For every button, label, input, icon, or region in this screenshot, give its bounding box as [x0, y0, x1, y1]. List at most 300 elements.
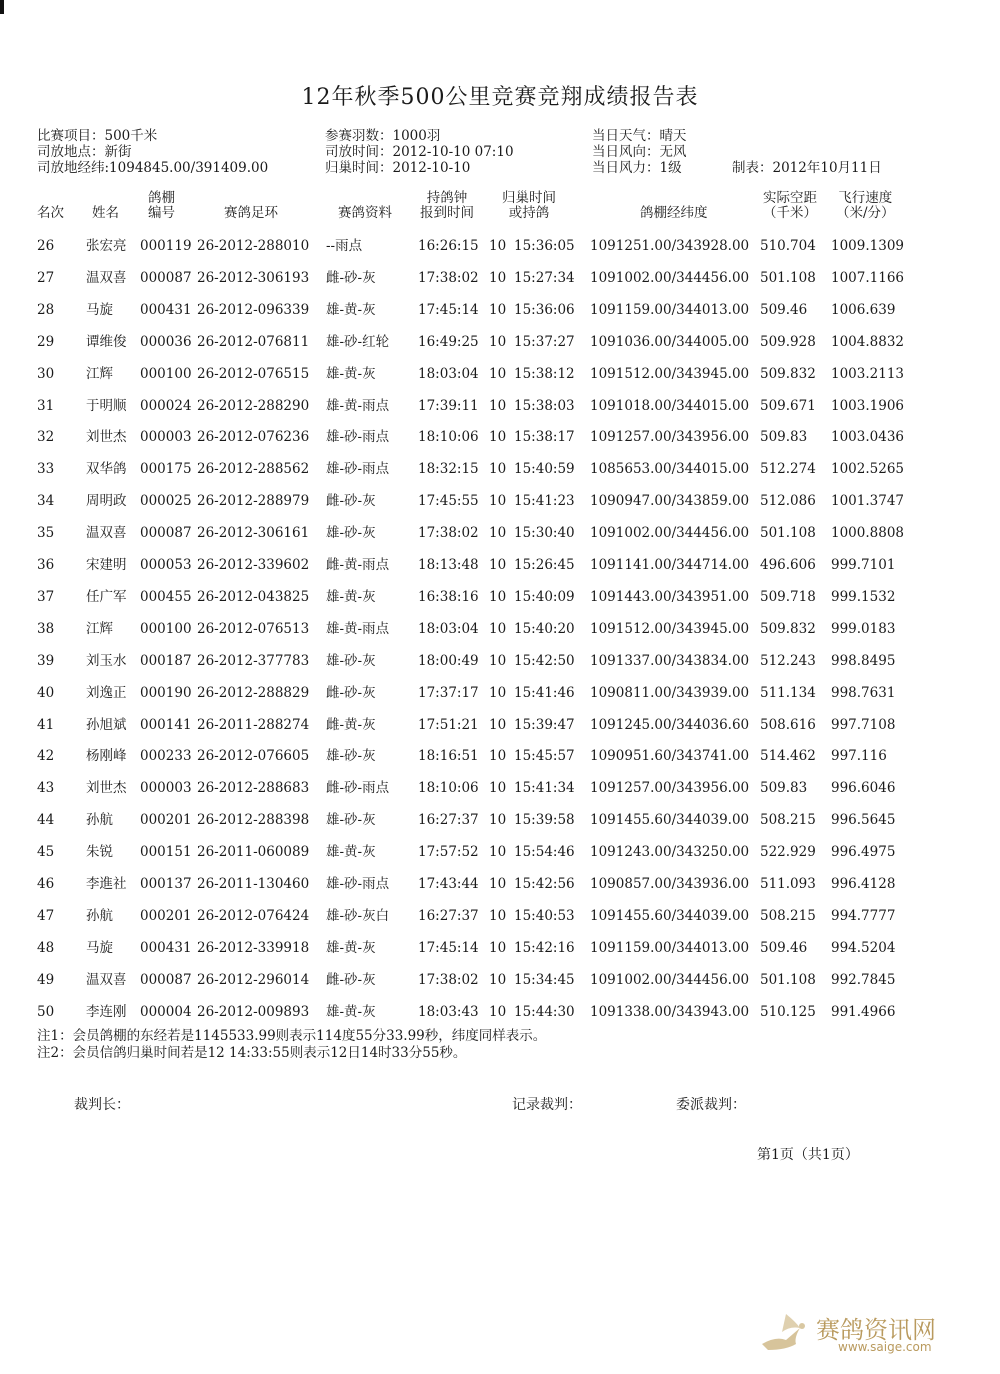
cell-dist: 509.928: [760, 333, 816, 350]
cell-coord: 1091002.00/344456.00: [590, 971, 750, 988]
cell-time: 15:41:46: [514, 684, 575, 701]
cell-dist: 509.832: [760, 365, 816, 382]
cell-ring: 26-2012-339602: [197, 557, 310, 573]
cell-day: 10: [489, 269, 507, 286]
cell-ring: 26-2012-288683: [197, 780, 310, 797]
cell-dist: 522.929: [760, 844, 816, 861]
table-row: [0, 836, 1000, 868]
cell-name: 谭维俊: [86, 333, 127, 350]
cell-info: 雌-砂-灰: [326, 684, 376, 701]
cell-dist: 512.274: [760, 461, 816, 478]
header-loft-line1: 鸽棚: [148, 190, 175, 206]
cell-time: 15:40:09: [514, 588, 575, 605]
cell-clock: 18:10:06: [418, 780, 479, 797]
cell-loft: 000431: [140, 301, 192, 318]
cell-loft: 000141: [140, 716, 192, 733]
cell-dist: 501.108: [760, 269, 816, 286]
cell-name: 温双喜: [86, 525, 127, 542]
cell-coord: 1091159.00/344013.00: [590, 301, 750, 318]
header-ring: 赛鸽足环: [224, 205, 278, 221]
cell-clock: 17:38:02: [418, 525, 479, 542]
cell-info: 雄-砂-雨点: [326, 461, 390, 478]
cell-info: 雄-砂-雨点: [326, 876, 390, 892]
cell-ring: 26-2012-009893: [197, 1003, 310, 1020]
cell-info: 雄-黄-灰: [326, 301, 376, 318]
cell-ring: 26-2012-306161: [197, 525, 310, 542]
cell-clock: 17:51:21: [418, 716, 479, 733]
cell-ring: 26-2012-076515: [197, 365, 310, 382]
cell-ring: 26-2012-076605: [197, 748, 310, 765]
cell-info: 雄-黄-灰: [326, 588, 376, 605]
cell-day: 10: [489, 652, 507, 669]
cell-ring: 26-2012-076236: [197, 429, 310, 446]
cell-rank: 30: [37, 365, 55, 382]
header-return-line2: 或持鸽: [508, 205, 550, 221]
cell-speed: 992.7845: [831, 971, 896, 988]
cell-time: 15:37:27: [514, 333, 575, 350]
cell-time: 15:41:34: [514, 780, 575, 797]
cell-speed: 1007.1166: [831, 269, 905, 286]
cell-name: 朱锐: [86, 844, 113, 861]
cell-rank: 27: [37, 269, 55, 286]
cell-loft: 000024: [140, 397, 192, 414]
cell-speed: 997.116: [831, 748, 887, 765]
cell-day: 10: [489, 397, 507, 414]
cell-time: 15:26:45: [514, 557, 575, 573]
cell-dist: 509.718: [760, 588, 816, 605]
cell-day: 10: [489, 1003, 507, 1020]
cell-coord: 1091443.00/343951.00: [590, 588, 750, 605]
cell-name: 张宏亮: [86, 238, 127, 254]
table-row: [0, 740, 1000, 772]
cell-loft: 000119: [140, 238, 192, 254]
meta-column-1: [37, 128, 268, 176]
cell-dist: 501.108: [760, 525, 816, 542]
cell-rank: 46: [37, 876, 55, 892]
table-row: [0, 421, 1000, 453]
cell-rank: 35: [37, 525, 55, 542]
cell-time: 15:42:50: [514, 652, 575, 669]
cell-coord: 1090951.60/343741.00: [590, 748, 750, 765]
cell-dist: 509.671: [760, 397, 816, 414]
cell-clock: 18:16:51: [418, 748, 479, 765]
cell-clock: 18:03:43: [418, 1003, 479, 1020]
cell-rank: 41: [37, 716, 55, 733]
meta-wind-direction: 当日风向：无风: [592, 144, 687, 160]
cell-time: 15:39:58: [514, 812, 575, 829]
cell-loft: 000036: [140, 333, 192, 350]
cell-day: 10: [489, 557, 507, 573]
cell-info: --雨点: [326, 238, 363, 254]
cell-dist: 514.462: [760, 748, 816, 765]
cell-clock: 17:45:55: [418, 493, 479, 510]
cell-speed: 1004.8832: [831, 333, 905, 350]
cell-ring: 26-2012-096339: [197, 301, 310, 318]
cell-speed: 1006.639: [831, 301, 896, 318]
cell-loft: 000151: [140, 844, 192, 861]
cell-clock: 17:43:44: [418, 876, 479, 892]
table-row: [0, 358, 1000, 390]
meta-made-date: 制表：2012年10月11日: [732, 160, 882, 176]
cell-speed: 996.6046: [831, 780, 896, 797]
cell-info: 雄-黄-灰: [326, 844, 376, 861]
table-row: [0, 549, 1000, 581]
cell-day: 10: [489, 812, 507, 829]
cell-name: 刘世杰: [86, 429, 127, 446]
cell-coord: 1091455.60/344039.00: [590, 812, 750, 829]
cell-rank: 49: [37, 971, 55, 988]
header-speed-line1: 飞行速度: [838, 190, 893, 206]
cell-name: 孙旭斌: [86, 716, 127, 733]
cell-clock: 17:38:02: [418, 269, 479, 286]
cell-loft: 000190: [140, 684, 192, 701]
cell-name: 于明顺: [86, 397, 127, 414]
cell-name: 李進社: [86, 876, 127, 892]
cell-day: 10: [489, 971, 507, 988]
cell-info: 雄-砂-灰: [326, 748, 376, 765]
cell-dist: 508.616: [760, 716, 816, 733]
table-row: [0, 485, 1000, 517]
cell-clock: 16:38:16: [418, 588, 479, 605]
cell-info: 雌-砂-灰: [326, 269, 376, 286]
cell-time: 15:34:45: [514, 971, 575, 988]
cell-ring: 26-2012-288398: [197, 812, 310, 829]
cell-ring: 26-2012-288829: [197, 684, 310, 701]
cell-info: 雄-砂-灰: [326, 525, 376, 542]
cell-coord: 1091002.00/344456.00: [590, 269, 750, 286]
cell-ring: 26-2011-060089: [197, 844, 310, 861]
cell-coord: 1091251.00/343928.00: [590, 238, 750, 254]
cell-time: 15:39:47: [514, 716, 575, 733]
table-row: [0, 900, 1000, 932]
cell-loft: 000003: [140, 429, 192, 446]
cell-rank: 48: [37, 939, 55, 956]
cell-coord: 1085653.00/344015.00: [590, 461, 750, 478]
notes: [37, 1028, 546, 1062]
cell-info: 雄-砂-灰: [326, 652, 376, 669]
cell-day: 10: [489, 844, 507, 861]
table-row: [0, 804, 1000, 836]
meta-weather: 当日天气：晴天: [592, 128, 687, 144]
pigeon-logo-icon: [756, 1306, 816, 1356]
table-row: [0, 262, 1000, 294]
cell-coord: 1091159.00/344013.00: [590, 939, 750, 956]
cell-speed: 999.1532: [831, 588, 896, 605]
cell-coord: 1090947.00/343859.00: [590, 493, 750, 510]
cell-day: 10: [489, 907, 507, 924]
cell-loft: 000201: [140, 812, 192, 829]
cell-coord: 1091338.00/343943.00: [590, 1003, 750, 1020]
cell-loft: 000455: [140, 588, 192, 605]
cell-time: 15:36:05: [514, 238, 575, 254]
table-row: [0, 230, 1000, 262]
cell-ring: 26-2012-076811: [197, 333, 310, 350]
table-row: [0, 677, 1000, 709]
cell-info: 雄-砂-红轮: [326, 333, 390, 350]
header-speed-line2: （米/分）: [836, 205, 895, 221]
cell-coord: 1091036.00/344005.00: [590, 333, 750, 350]
cell-day: 10: [489, 748, 507, 765]
cell-rank: 26: [37, 238, 55, 254]
cell-info: 雌-砂-雨点: [326, 780, 390, 797]
cell-time: 15:45:57: [514, 748, 575, 765]
meta-return-date: 归巢时间：2012-10-10: [325, 160, 471, 176]
cell-clock: 18:03:04: [418, 620, 479, 637]
cell-day: 10: [489, 684, 507, 701]
header-distance: [763, 191, 817, 221]
cell-clock: 16:49:25: [418, 333, 479, 350]
cell-rank: 34: [37, 493, 55, 510]
cell-day: 10: [489, 876, 507, 892]
cell-loft: 000431: [140, 939, 192, 956]
cell-name: 孙航: [86, 812, 113, 829]
cell-clock: 18:10:06: [418, 429, 479, 446]
cell-clock: 17:45:14: [418, 301, 479, 318]
cell-day: 10: [489, 939, 507, 956]
cell-rank: 42: [37, 748, 55, 765]
cell-day: 10: [489, 333, 507, 350]
header-return: [502, 191, 556, 221]
cell-day: 10: [489, 588, 507, 605]
cell-ring: 26-2012-288979: [197, 493, 310, 510]
cell-clock: 17:45:14: [418, 939, 479, 956]
cell-coord: 1091257.00/343956.00: [590, 780, 750, 797]
cell-rank: 40: [37, 684, 55, 701]
table-row: [0, 390, 1000, 422]
scan-mark: [0, 0, 4, 14]
cell-dist: 509.46: [760, 939, 808, 956]
meta-column-2: [325, 128, 514, 176]
cell-rank: 32: [37, 429, 55, 446]
meta-event: 比赛项目：500千米: [37, 128, 158, 144]
header-clock-line2: 报到时间: [420, 205, 474, 221]
meta-entries: 参赛羽数：1000羽: [325, 128, 441, 144]
cell-day: 10: [489, 525, 507, 542]
cell-speed: 997.7108: [831, 716, 896, 733]
cell-clock: 18:13:48: [418, 557, 479, 573]
watermark: [756, 1306, 966, 1356]
cell-info: 雄-黄-灰: [326, 365, 376, 382]
cell-day: 10: [489, 429, 507, 446]
cell-loft: 000053: [140, 557, 192, 573]
cell-name: 刘玉水: [86, 652, 127, 669]
cell-speed: 996.5645: [831, 812, 896, 829]
page-number: 第1页（共1页）: [757, 1147, 859, 1163]
cell-clock: 16:27:37: [418, 907, 479, 924]
cell-dist: 511.093: [760, 876, 816, 892]
cell-time: 15:38:17: [514, 429, 575, 446]
cell-loft: 000233: [140, 748, 192, 765]
cell-loft: 000087: [140, 269, 192, 286]
cell-speed: 1002.5265: [831, 461, 905, 478]
cell-dist: 510.704: [760, 238, 816, 254]
meta-release-place: 司放地点：新街: [37, 144, 132, 160]
cell-name: 温双喜: [86, 971, 127, 988]
cell-dist: 496.606: [760, 557, 816, 573]
cell-loft: 000100: [140, 620, 192, 637]
cell-time: 15:42:56: [514, 876, 575, 892]
cell-clock: 17:37:17: [418, 684, 479, 701]
cell-clock: 17:57:52: [418, 844, 479, 861]
cell-time: 15:42:16: [514, 939, 575, 956]
cell-speed: 996.4975: [831, 844, 896, 861]
cell-day: 10: [489, 461, 507, 478]
cell-clock: 18:00:49: [418, 652, 479, 669]
cell-speed: 1001.3747: [831, 493, 905, 510]
cell-loft: 000003: [140, 780, 192, 797]
cell-coord: 1091512.00/343945.00: [590, 620, 750, 637]
table-row: [0, 645, 1000, 677]
cell-speed: 998.7631: [831, 684, 896, 701]
cell-name: 江辉: [86, 620, 113, 637]
cell-rank: 47: [37, 907, 55, 924]
header-distance-line2: （千米）: [763, 205, 817, 221]
cell-loft: 000100: [140, 365, 192, 382]
cell-rank: 37: [37, 588, 55, 605]
cell-speed: 994.7777: [831, 907, 896, 924]
table-row: [0, 517, 1000, 549]
cell-coord: 1090857.00/343936.00: [590, 876, 750, 892]
cell-loft: 000201: [140, 907, 192, 924]
cell-loft: 000187: [140, 652, 192, 669]
meta-release-time: 司放时间：2012-10-10 07:10: [325, 144, 514, 160]
cell-day: 10: [489, 620, 507, 637]
cell-ring: 26-2012-076513: [197, 620, 310, 637]
cell-name: 刘逸正: [86, 684, 127, 701]
cell-name: 杨刚峰: [86, 748, 127, 765]
cell-time: 15:40:53: [514, 907, 575, 924]
cell-speed: 999.0183: [831, 620, 896, 637]
cell-speed: 1003.2113: [831, 365, 905, 382]
cell-info: 雄-砂-灰白: [326, 907, 390, 924]
table-row: [0, 453, 1000, 485]
cell-clock: 17:39:11: [418, 397, 479, 414]
cell-rank: 39: [37, 652, 55, 669]
cell-name: 马旋: [86, 939, 113, 956]
cell-dist: 510.125: [760, 1003, 816, 1020]
cell-coord: 1091018.00/344015.00: [590, 397, 750, 414]
cell-info: 雄-砂-雨点: [326, 429, 390, 446]
cell-day: 10: [489, 493, 507, 510]
cell-clock: 18:03:04: [418, 365, 479, 382]
cell-loft: 000087: [140, 971, 192, 988]
table-row: [0, 868, 1000, 900]
header-loft-line2: 编号: [148, 205, 175, 221]
cell-loft: 000004: [140, 1003, 192, 1020]
cell-rank: 28: [37, 301, 55, 318]
cell-ring: 26-2012-288290: [197, 397, 310, 414]
cell-dist: 512.243: [760, 652, 816, 669]
cell-speed: 1003.1906: [831, 397, 905, 414]
header-name: 姓名: [92, 205, 119, 221]
cell-info: 雄-砂-灰: [326, 812, 376, 829]
cell-ring: 26-2011-130460: [197, 876, 310, 892]
cell-info: 雄-黄-灰: [326, 939, 376, 956]
cell-day: 10: [489, 716, 507, 733]
table-row: [0, 772, 1000, 804]
header-speed: [836, 191, 895, 221]
signature-delegate: 委派裁判：: [676, 1097, 746, 1113]
cell-speed: 1003.0436: [831, 429, 905, 446]
header-loft: [148, 191, 175, 221]
cell-coord: 1091141.00/344714.00: [590, 557, 750, 573]
cell-clock: 16:26:15: [418, 238, 479, 254]
cell-rank: 33: [37, 461, 55, 478]
cell-dist: 512.086: [760, 493, 816, 510]
cell-info: 雄-黄-灰: [326, 1003, 376, 1020]
cell-day: 10: [489, 365, 507, 382]
cell-info: 雌-黄-雨点: [326, 557, 390, 573]
cell-ring: 26-2011-288274: [197, 716, 310, 733]
cell-name: 宋建明: [86, 557, 127, 573]
cell-dist: 501.108: [760, 971, 816, 988]
cell-dist: 509.46: [760, 301, 808, 318]
meta-wind-force: 当日风力：1级: [592, 160, 682, 176]
cell-ring: 26-2012-377783: [197, 652, 310, 669]
cell-name: 周明政: [86, 493, 127, 510]
note-2: 注2：会员信鸽归巢时间若是12 14:33:55则表示12日14时33分55秒。: [37, 1045, 467, 1061]
table-row: [0, 996, 1000, 1028]
cell-coord: 1091455.60/344039.00: [590, 907, 750, 924]
header-info: 赛鸽资料: [338, 205, 392, 221]
cell-info: 雌-黄-灰: [326, 716, 376, 733]
cell-day: 10: [489, 301, 507, 318]
signature-recorder: 记录裁判：: [512, 1097, 582, 1113]
cell-name: 温双喜: [86, 269, 127, 286]
cell-coord: 1091243.00/343250.00: [590, 844, 750, 861]
cell-ring: 26-2012-288010: [197, 238, 310, 254]
header-coord: 鸽棚经纬度: [640, 205, 708, 221]
meta-release-coords: 司放地经纬:1094845.00/391409.00: [37, 160, 269, 176]
cell-speed: 994.5204: [831, 939, 896, 956]
table-row: [0, 613, 1000, 645]
cell-time: 15:36:06: [514, 301, 575, 318]
cell-speed: 998.8495: [831, 652, 896, 669]
cell-ring: 26-2012-076424: [197, 907, 310, 924]
table-row: [0, 326, 1000, 358]
cell-dist: 509.83: [760, 429, 808, 446]
header-distance-line1: 实际空距: [763, 190, 817, 206]
signature-chief-judge: 裁判长：: [74, 1097, 130, 1113]
cell-clock: 16:27:37: [418, 812, 479, 829]
cell-coord: 1091512.00/343945.00: [590, 365, 750, 382]
cell-dist: 509.832: [760, 620, 816, 637]
cell-info: 雌-砂-灰: [326, 493, 376, 510]
note-1: 注1：会员鸽棚的东经若是1145533.99则表示114度55分33.99秒，纬度同样表示。: [37, 1028, 547, 1044]
cell-dist: 508.215: [760, 907, 816, 924]
cell-loft: 000025: [140, 493, 192, 510]
table-row: [0, 964, 1000, 996]
cell-name: 双华鸽: [86, 461, 127, 478]
header-return-line1: 归巢时间: [502, 190, 556, 206]
cell-info: 雌-砂-灰: [326, 971, 376, 988]
meta-column-3: [592, 128, 687, 176]
watermark-url: www.saige.com: [838, 1340, 932, 1354]
cell-time: 15:38:12: [514, 365, 575, 382]
cell-name: 孙航: [86, 907, 113, 924]
cell-speed: 991.4966: [831, 1003, 896, 1020]
cell-loft: 000175: [140, 461, 192, 478]
cell-speed: 1000.8808: [831, 525, 905, 542]
cell-dist: 511.134: [760, 684, 816, 701]
cell-day: 10: [489, 238, 507, 254]
cell-speed: 1009.1309: [831, 238, 905, 254]
cell-name: 李连刚: [86, 1003, 127, 1020]
table-row: [0, 294, 1000, 326]
cell-ring: 26-2012-296014: [197, 971, 310, 988]
cell-time: 15:38:03: [514, 397, 575, 414]
cell-time: 15:41:23: [514, 493, 575, 510]
